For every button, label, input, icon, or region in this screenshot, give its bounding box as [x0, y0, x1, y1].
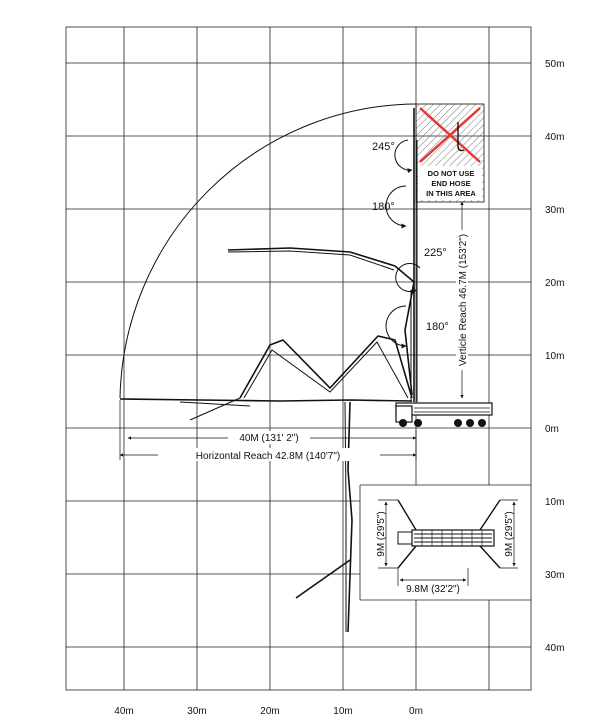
rotation-arc-180-lower	[386, 306, 406, 346]
y-label-20: 20m	[545, 278, 565, 289]
y-label-50: 50m	[545, 59, 565, 70]
y-label-neg-10: 10m	[545, 497, 565, 508]
truck-wheel-3	[454, 419, 462, 427]
outrigger-left-label: 9M (29'5")	[376, 511, 387, 557]
outrigger-cab	[398, 532, 412, 544]
angle-label-180-upper: 180°	[372, 201, 395, 213]
outrigger-view	[360, 485, 531, 600]
x-axis-labels	[114, 706, 423, 717]
y-label-10: 10m	[545, 351, 565, 362]
truck-wheel-5	[478, 419, 486, 427]
y-axis-labels	[545, 59, 564, 654]
x-label-40: 40m	[114, 706, 134, 717]
truck-wheel-4	[466, 419, 474, 427]
angle-label-180-lower: 180°	[426, 321, 449, 333]
outrigger-width-label: 9.8M (32'2")	[406, 584, 460, 595]
outrigger-leg-front-left	[398, 500, 416, 530]
warning-line-3: IN THIS AREA	[426, 189, 476, 198]
vertical-reach-label: Verticle Reach 46.7M (153'2")	[458, 233, 469, 367]
horizontal-reach-label: Horizontal Reach 42.8M (140'7")	[195, 451, 341, 462]
outrigger-leg-rear-right	[480, 546, 500, 568]
x-label-0: 0m	[409, 706, 423, 717]
horizontal-dimensions	[120, 400, 416, 462]
y-label-neg-40: 40m	[545, 643, 565, 654]
x-label-20: 20m	[260, 706, 280, 717]
boom-config-horizontal	[120, 398, 412, 420]
truck	[396, 403, 492, 427]
truck-wheel-2	[414, 419, 422, 427]
outrigger-leg-front-right	[398, 546, 416, 568]
boom-config-zigzag	[240, 336, 412, 398]
reach-40-label: 40M (131' 2")	[239, 433, 299, 444]
y-label-40: 40m	[545, 132, 565, 143]
x-label-10: 10m	[333, 706, 353, 717]
vertical-dimension	[456, 202, 469, 398]
rotation-arc-245	[395, 140, 412, 170]
y-label-0: 0m	[545, 424, 559, 435]
warning-line-2: END HOSE	[431, 179, 471, 188]
x-label-30: 30m	[187, 706, 207, 717]
truck-wheel-1	[399, 419, 407, 427]
y-label-30: 30m	[545, 205, 565, 216]
outrigger-leg-rear-left	[480, 500, 500, 530]
no-use-area	[416, 104, 484, 202]
warning-line-1: DO NOT USE	[427, 169, 475, 178]
angle-label-245: 245°	[372, 141, 395, 153]
angle-label-225: 225°	[424, 247, 447, 259]
y-label-neg-30: 30m	[545, 570, 565, 581]
outrigger-right-label: 9M (29'5")	[504, 511, 515, 557]
